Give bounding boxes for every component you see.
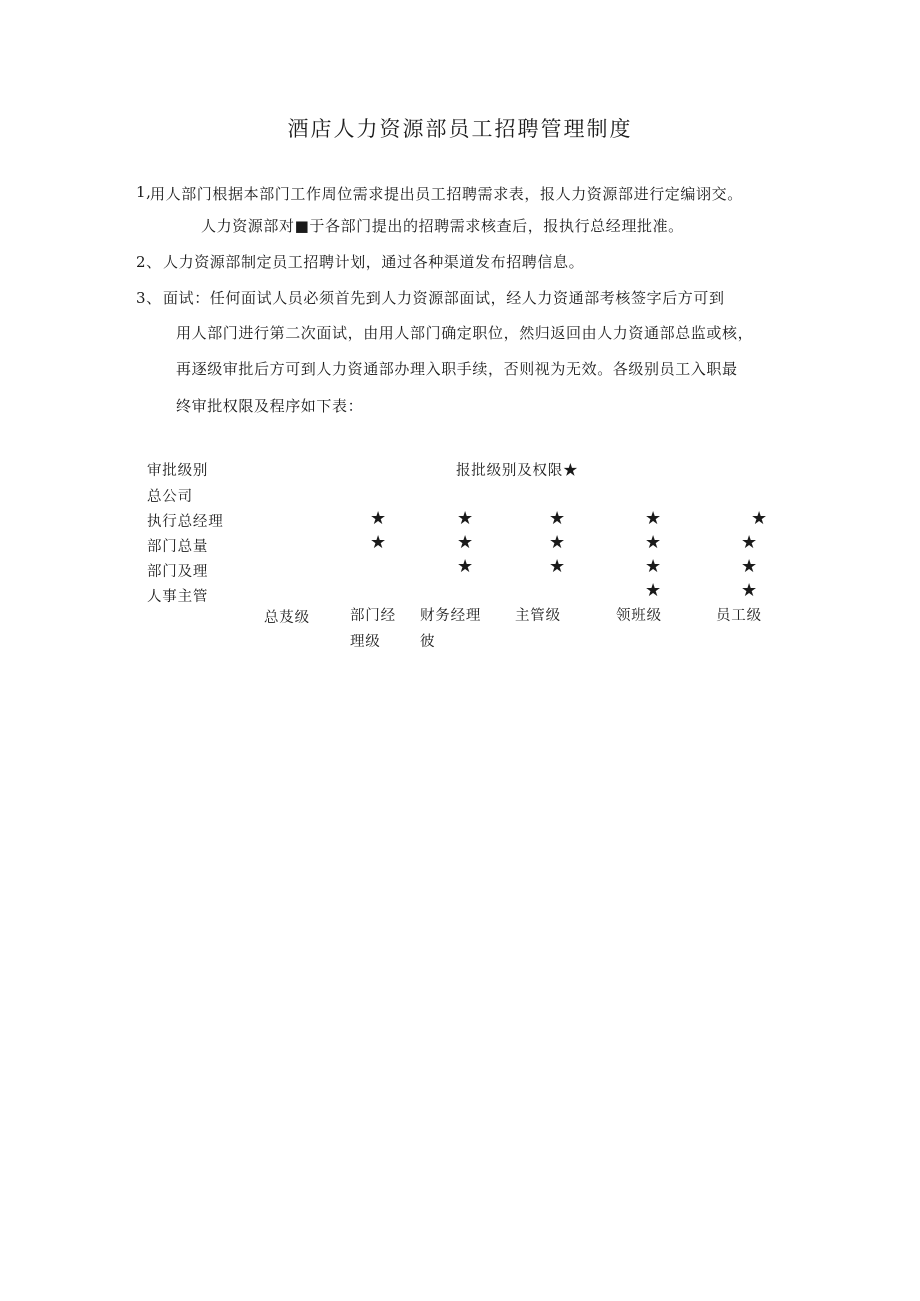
column-label: 彼 (420, 634, 436, 650)
paragraph-text: 面试：任何面试人员必须首先到人力资源部面试，经人力资通部考核签字后方可到 (163, 289, 725, 307)
approval-star-icon: ★ (549, 556, 566, 577)
column-label: 理级 (350, 634, 381, 650)
paragraph-number: 2、 (136, 253, 162, 271)
column-label: 财务经理 (420, 608, 482, 624)
approval-star-icon: ★ (645, 508, 662, 529)
approval-star-icon: ★ (549, 508, 566, 529)
column-label: 主管级 (515, 608, 561, 624)
row-label: 部门总量 (147, 539, 209, 555)
column-label: 部门经 (350, 608, 396, 624)
document-title: 酒店人力资源部员工招聘管理制度 (287, 117, 633, 141)
column-label: 员工级 (716, 608, 762, 624)
matrix-corner-label: 审批级别 (147, 463, 209, 479)
column-label: 总芨级 (264, 610, 310, 626)
approval-star-icon: ★ (645, 580, 662, 601)
approval-star-icon: ★ (370, 508, 387, 529)
approval-star-icon: ★ (370, 532, 387, 553)
approval-star-icon: ★ (457, 508, 474, 529)
row-label: 部门及理 (147, 564, 209, 580)
matrix-header-label: 报批级别及权限★ (456, 463, 579, 479)
paragraph-text: 人力资源部对■于各部门提出的招聘需求核查后，报执行总经理批准。 (201, 217, 684, 235)
row-label: 执行总经理 (147, 514, 224, 530)
column-label: 领班级 (616, 608, 662, 624)
approval-star-icon: ★ (457, 532, 474, 553)
approval-star-icon: ★ (741, 532, 758, 553)
paragraph-text: 用人部门进行第二次面试，由用人部门确定职位，然归返回由人力资通部总监或核， (176, 324, 754, 342)
row-label: 人事主管 (147, 589, 209, 605)
approval-star-icon: ★ (751, 508, 768, 529)
approval-star-icon: ★ (645, 556, 662, 577)
approval-star-icon: ★ (741, 580, 758, 601)
paragraph-number: 3、 (136, 289, 162, 307)
approval-star-icon: ★ (741, 556, 758, 577)
approval-star-icon: ★ (549, 532, 566, 553)
paragraph-text: 终审批权限及程序如下表： (176, 397, 364, 415)
paragraph-text: 再逐级审批后方可到人力资通部办理入职手续，否则视为无效。各级别员工入职最 (176, 360, 738, 378)
approval-star-icon: ★ (645, 532, 662, 553)
paragraph-text: 用人部门根据本部门工作周位需求提出员工招聘需求表，报人力资源部进行定编诩交。 (150, 185, 743, 203)
paragraph-text: 人力资源部制定员工招聘计划，通过各种渠道发布招聘信息。 (163, 253, 585, 271)
paragraph-number: 1, (136, 183, 152, 201)
row-label: 总公司 (147, 489, 193, 505)
approval-star-icon: ★ (457, 556, 474, 577)
